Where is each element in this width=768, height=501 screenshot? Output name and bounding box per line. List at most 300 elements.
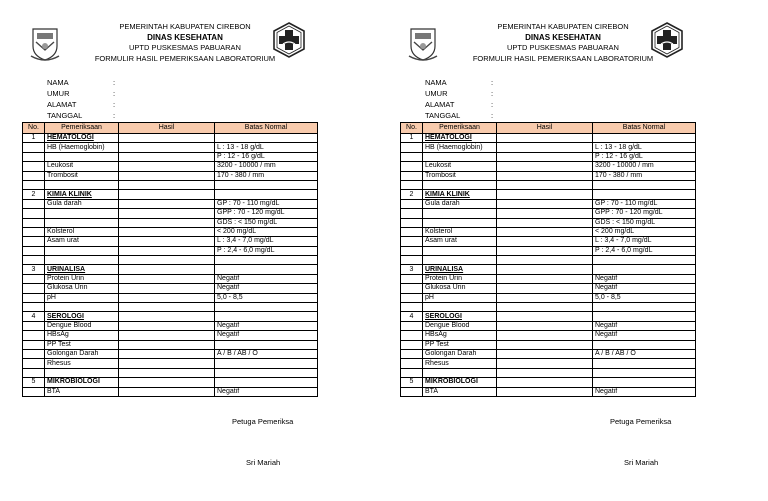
normal-range: Negatif [593,274,696,283]
row-number [23,143,45,152]
test-name [45,368,119,377]
result-cell[interactable] [497,331,593,340]
test-name [45,256,119,265]
test-name: BTA [423,387,497,396]
table-row [23,274,318,283]
result-cell[interactable] [119,134,215,143]
result-cell[interactable] [497,265,593,274]
row-number [23,387,45,396]
normal-range [593,359,696,368]
row-number [401,143,423,152]
normal-range: A / B / AB / O [593,349,696,358]
result-cell[interactable] [119,359,215,368]
normal-range: GP : 70 - 110 mg/dL [215,199,318,208]
row-number: 2 [23,190,45,199]
row-number [23,331,45,340]
result-cell[interactable] [497,368,593,377]
normal-range [215,256,318,265]
test-name: Trombosit [45,171,119,180]
test-name: Glukosa Urin [423,284,497,293]
table-row [401,256,696,265]
normal-range: Negatif [593,387,696,396]
test-name: Dengue Blood [423,321,497,330]
table-row [401,284,696,293]
row-number [401,171,423,180]
normal-range [593,340,696,349]
test-name: PP Test [423,340,497,349]
patient-identity [425,77,493,121]
row-number [401,368,423,377]
header-line-1: PEMERINTAH KABUPATEN CIREBON [119,22,251,31]
form-header [438,22,688,64]
test-name: Leukosit [45,162,119,171]
result-cell[interactable] [119,171,215,180]
row-number [401,256,423,265]
table-row [401,209,696,218]
result-cell[interactable] [497,143,593,152]
table-row [401,134,696,143]
identity-label: TANGGAL [425,111,461,120]
row-number [23,209,45,218]
col-header-result: Hasil [497,123,593,134]
normal-range: GDS : < 150 mg/dL [215,218,318,227]
table-row [23,246,318,255]
normal-range: P : 2,4 - 6,0 mg/dL [215,246,318,255]
table-row [401,349,696,358]
result-cell[interactable] [497,162,593,171]
col-header-test: Pemeriksaan [423,123,497,134]
normal-range [593,265,696,274]
normal-range: 170 - 380 / mm [593,171,696,180]
regency-emblem-icon [408,26,438,62]
test-name: Golongan Darah [45,349,119,358]
normal-range [215,368,318,377]
test-name [45,246,119,255]
test-name: URINALISA [45,265,119,274]
identity-sep: : [491,89,494,98]
test-name: pH [45,293,119,302]
row-number [23,227,45,236]
result-cell[interactable] [497,284,593,293]
test-name: pH [423,293,497,302]
row-number [23,303,45,312]
test-name: Golongan Darah [423,349,497,358]
test-name: PP Test [45,340,119,349]
row-number: 3 [401,265,423,274]
result-cell[interactable] [497,218,593,227]
row-number [401,199,423,208]
table-row [401,321,696,330]
table-row [23,180,318,189]
result-cell[interactable] [119,331,215,340]
normal-range: GPP : 70 - 120 mg/dL [593,209,696,218]
result-cell[interactable] [497,359,593,368]
row-number: 4 [23,312,45,321]
table-row [23,312,318,321]
normal-range: GPP : 70 - 120 mg/dL [215,209,318,218]
normal-range: < 200 mg/dL [215,227,318,236]
test-name: Kolsterol [45,227,119,236]
row-number [401,227,423,236]
identity-sep: : [113,78,116,87]
result-cell[interactable] [497,199,593,208]
row-number [23,218,45,227]
normal-range: 170 - 380 / mm [215,171,318,180]
table-row [23,227,318,236]
table-row [23,143,318,152]
table-row [401,274,696,283]
test-name [45,152,119,161]
result-cell[interactable] [497,303,593,312]
result-cell[interactable] [497,171,593,180]
table-row [401,265,696,274]
result-cell[interactable] [497,274,593,283]
col-header-test: Pemeriksaan [45,123,119,134]
row-number: 1 [401,134,423,143]
identity-sep: : [113,100,116,109]
table-row [401,368,696,377]
result-cell[interactable] [119,209,215,218]
normal-range: 3200 - 10000 / mm [215,162,318,171]
row-number [401,246,423,255]
result-cell[interactable] [497,190,593,199]
normal-range: Negatif [215,387,318,396]
examiner-name: Sri Mariah [246,458,281,467]
patient-identity [47,77,115,121]
row-number [23,349,45,358]
row-number [401,180,423,189]
table-row [401,359,696,368]
normal-range [215,190,318,199]
header-line-1: PEMERINTAH KABUPATEN CIREBON [497,22,629,31]
table-row [23,134,318,143]
test-name: Rhesus [423,359,497,368]
test-name: MIKROBIOLOGI [45,378,119,387]
test-name [423,303,497,312]
identity-sep: : [491,78,494,87]
table-row [23,190,318,199]
header-line-3: UPTD PUSKESMAS PABUARAN [507,43,619,52]
header-line-2: DINAS KESEHATAN [525,32,601,42]
normal-range [593,312,696,321]
result-cell[interactable] [497,340,593,349]
result-cell[interactable] [119,218,215,227]
test-name [423,218,497,227]
col-header-normal: Batas Normal [593,123,696,134]
result-cell[interactable] [119,274,215,283]
row-number [23,340,45,349]
result-cell[interactable] [119,265,215,274]
normal-range: Negatif [593,284,696,293]
result-cell[interactable] [497,180,593,189]
normal-range: P : 12 - 16 g/dL [593,152,696,161]
row-number [23,293,45,302]
table-row [401,312,696,321]
result-cell[interactable] [119,180,215,189]
row-number [23,180,45,189]
table-row [23,349,318,358]
header-line-4: FORMULIR HASIL PEMERIKSAAN LABORATORIUM [94,53,276,63]
row-number [23,246,45,255]
row-number: 5 [23,378,45,387]
test-name: Rhesus [45,359,119,368]
test-name: Dengue Blood [45,321,119,330]
normal-range: P : 12 - 16 g/dL [215,152,318,161]
result-cell[interactable] [497,312,593,321]
row-number [401,218,423,227]
result-cell[interactable] [497,209,593,218]
result-cell[interactable] [119,349,215,358]
result-cell[interactable] [119,256,215,265]
header-line-4: FORMULIR HASIL PEMERIKSAAN LABORATORIUM [472,53,654,63]
table-row [23,162,318,171]
normal-range [593,180,696,189]
identity-label: NAMA [47,78,69,87]
table-row [23,218,318,227]
normal-range: 3200 - 10000 / mm [593,162,696,171]
row-number [23,256,45,265]
test-name [423,180,497,189]
test-name: SEROLOGI [45,312,119,321]
normal-range [593,256,696,265]
result-cell[interactable] [119,368,215,377]
normal-range: 5,0 - 8,5 [215,293,318,302]
row-number [401,340,423,349]
test-name: Kolsterol [423,227,497,236]
table-row [23,209,318,218]
result-cell[interactable] [497,256,593,265]
row-number [401,162,423,171]
row-number [401,387,423,396]
row-number [23,359,45,368]
table-row [401,331,696,340]
test-name: HEMATOLOGI [45,134,119,143]
table-header-row [23,123,318,134]
test-name: HB (Haemoglobin) [45,143,119,152]
result-cell[interactable] [497,293,593,302]
table-row [23,199,318,208]
identity-label: TANGGAL [47,111,83,120]
table-row [401,218,696,227]
identity-sep: : [491,111,494,120]
row-number: 1 [23,134,45,143]
normal-range [215,312,318,321]
test-name [423,246,497,255]
row-number: 3 [23,265,45,274]
normal-range: L : 13 - 18 g/dL [593,143,696,152]
test-name [423,368,497,377]
result-cell[interactable] [119,321,215,330]
col-header-normal: Batas Normal [215,123,318,134]
table-row [401,293,696,302]
form-header [60,22,310,64]
normal-range [593,190,696,199]
col-header-no: No. [23,123,45,134]
result-cell[interactable] [497,349,593,358]
table-row [23,368,318,377]
identity-label: NAMA [425,78,447,87]
normal-range [215,340,318,349]
normal-range: P : 2,4 - 6,0 mg/dL [593,246,696,255]
result-cell[interactable] [497,227,593,236]
result-cell[interactable] [497,134,593,143]
row-number [401,209,423,218]
table-row [401,162,696,171]
normal-range [215,134,318,143]
row-number [401,152,423,161]
normal-range: Negatif [215,274,318,283]
table-row [401,199,696,208]
table-row [401,143,696,152]
test-name [423,256,497,265]
table-row [23,152,318,161]
normal-range [215,265,318,274]
row-number [23,284,45,293]
test-name [423,209,497,218]
test-name [423,152,497,161]
row-number: 5 [401,378,423,387]
result-cell[interactable] [497,378,593,387]
test-name: Gula darah [423,199,497,208]
result-cell[interactable] [119,387,215,396]
row-number [23,171,45,180]
examiner-name: Sri Mariah [624,458,659,467]
normal-range: < 200 mg/dL [593,227,696,236]
table-row [23,256,318,265]
result-cell[interactable] [497,152,593,161]
lab-results-table [22,122,318,397]
result-cell[interactable] [119,143,215,152]
table-row [401,171,696,180]
normal-range: GDS : < 150 mg/dL [593,218,696,227]
table-row [23,303,318,312]
table-row [23,331,318,340]
table-row [23,387,318,396]
test-name: HEMATOLOGI [423,134,497,143]
table-row [401,246,696,255]
table-row [401,227,696,236]
lab-form-right [378,0,762,501]
result-cell[interactable] [119,237,215,246]
test-name: BTA [45,387,119,396]
row-number [401,349,423,358]
result-cell[interactable] [119,162,215,171]
row-number [23,274,45,283]
normal-range [593,134,696,143]
result-cell[interactable] [497,246,593,255]
identity-label: UMUR [47,89,70,98]
table-row [401,237,696,246]
test-name: Trombosit [423,171,497,180]
result-cell[interactable] [119,378,215,387]
table-row [23,359,318,368]
result-cell[interactable] [497,387,593,396]
identity-sep: : [113,111,116,120]
normal-range: Negatif [215,321,318,330]
examiner-label: Petuga Pemeriksa [610,417,672,426]
row-number [23,368,45,377]
table-row [401,190,696,199]
result-cell[interactable] [119,199,215,208]
identity-sep: : [491,100,494,109]
result-cell[interactable] [119,246,215,255]
row-number [401,303,423,312]
normal-range [215,303,318,312]
test-name: Asam urat [45,237,119,246]
test-name: Glukosa Urin [45,284,119,293]
normal-range [593,368,696,377]
row-number [23,152,45,161]
result-cell[interactable] [497,237,593,246]
table-row [23,265,318,274]
row-number [401,359,423,368]
examiner-label: Petuga Pemeriksa [232,417,294,426]
normal-range: Negatif [215,331,318,340]
normal-range: L : 3,4 - 7,0 mg/dL [215,237,318,246]
test-name: SEROLOGI [423,312,497,321]
row-number [23,199,45,208]
result-cell[interactable] [119,190,215,199]
table-row [401,180,696,189]
test-name: HBsAg [423,331,497,340]
row-number [401,284,423,293]
result-cell[interactable] [119,284,215,293]
normal-range: 5,0 - 8,5 [593,293,696,302]
test-name: Protein Urin [423,274,497,283]
identity-label: ALAMAT [47,100,77,109]
normal-range: L : 13 - 18 g/dL [215,143,318,152]
normal-range: Negatif [593,331,696,340]
row-number [401,274,423,283]
identity-sep: : [113,89,116,98]
test-name [45,303,119,312]
row-number [401,331,423,340]
test-name: MIKROBIOLOGI [423,378,497,387]
test-name: HB (Haemoglobin) [423,143,497,152]
table-row [23,293,318,302]
table-row [401,152,696,161]
result-cell[interactable] [497,321,593,330]
test-name: Asam urat [423,237,497,246]
normal-range [593,378,696,387]
row-number [401,293,423,302]
col-header-result: Hasil [119,123,215,134]
identity-label: ALAMAT [425,100,455,109]
normal-range [593,303,696,312]
header-line-2: DINAS KESEHATAN [147,32,223,42]
normal-range [215,359,318,368]
table-header-row [401,123,696,134]
result-cell[interactable] [119,312,215,321]
result-cell[interactable] [119,227,215,236]
regency-emblem-icon [30,26,60,62]
result-cell[interactable] [119,303,215,312]
test-name: KIMIA KLINIK [423,190,497,199]
test-name: URINALISA [423,265,497,274]
result-cell[interactable] [119,293,215,302]
table-row [23,378,318,387]
normal-range: L : 3,4 - 7,0 mg/dL [593,237,696,246]
table-row [23,171,318,180]
table-row [23,237,318,246]
test-name [45,209,119,218]
result-cell[interactable] [119,152,215,161]
row-number [401,321,423,330]
identity-label: UMUR [425,89,448,98]
table-row [23,321,318,330]
normal-range: Negatif [593,321,696,330]
result-cell[interactable] [119,340,215,349]
